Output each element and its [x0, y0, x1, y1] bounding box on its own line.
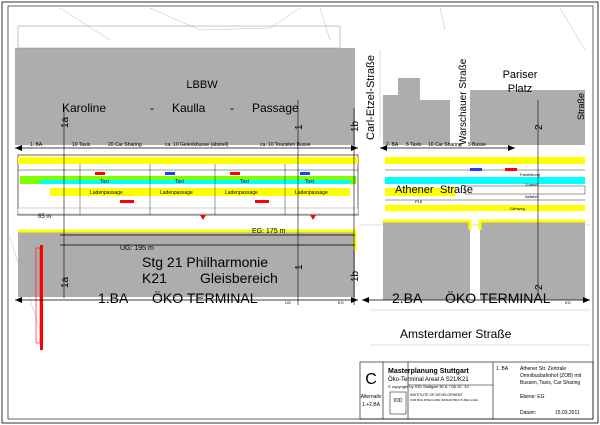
dim-taxis: 10 Taxis [72, 142, 91, 148]
red-access-line [40, 245, 43, 350]
bus-marker [165, 172, 175, 175]
section-1b-bottom: 1b [350, 270, 361, 282]
gehweg-strip [385, 205, 585, 211]
title-block-desc1: Athener Str. Zentrale [520, 366, 567, 372]
street-right: Straße [576, 92, 586, 120]
bus-marker [230, 172, 240, 175]
bus-marker [470, 168, 482, 171]
bus-marker [95, 172, 105, 175]
dash-label: - [230, 101, 234, 115]
label-abfahrt: Abfahrt [525, 194, 538, 199]
platform-taxi: Taxi [305, 179, 314, 185]
title-block-desc3: Bussen, Taxis, Car Sharing [520, 380, 581, 386]
dim-2ba: 2. BA [386, 142, 399, 148]
section-1b-top: 1b [350, 120, 361, 132]
dim-eg-small-2: EG [565, 300, 571, 305]
title-block-desc2: Omnibusbahnhof (ZOB) mit [520, 373, 582, 379]
title-block-subtitle: Öko-Terminal Areal A S21/K21 [388, 377, 469, 383]
lower-lane [18, 208, 358, 214]
platform-taxi: Taxi [240, 179, 249, 185]
platform-taxi: Taxi [100, 179, 109, 185]
section-2-bottom: 2 [534, 284, 545, 290]
terminal-line2: K21 [142, 270, 167, 286]
section-1-bottom: 1 [294, 264, 305, 270]
dim-gelenk: ca. 10 Gelenkbusse (abstell) [165, 142, 229, 148]
building-south-mid [383, 220, 470, 300]
building-south-right [480, 220, 585, 300]
cyan-platform-right [385, 177, 585, 184]
platform-p18: P18 [415, 199, 423, 204]
title-block-alternativ: Alternativ [360, 394, 382, 400]
platform-taxi: Taxi [175, 179, 184, 185]
section-2-top: 2 [534, 124, 545, 130]
title-block-ba: 1. BA [496, 366, 509, 372]
bus-lane-top [18, 157, 358, 164]
institute-line2: FOR BUILDINGS AND INFRASTRUCTURE GmbH [410, 398, 479, 402]
pariser-label: Pariser [502, 69, 538, 81]
title-block-title: Masterplanung Stuttgart [388, 368, 469, 375]
label-zufahrt: Zufahrt [525, 182, 538, 187]
terminal-oko-1: ÖKO TERMINAL [152, 290, 258, 306]
title-block-copyright: © copyright by IOD Stuttgart 30.6. / 06.10. '10 [388, 384, 469, 389]
street-warschauer: Warschauer Straße [458, 58, 469, 145]
bus-marker [255, 200, 269, 203]
title-block-datum: 15.03.2011 [555, 410, 580, 416]
dim-eg: EG: 175 m [252, 228, 286, 235]
dim-right-taxis: 5 Taxis [406, 142, 422, 148]
dim-right-carsharing: 16 Car Sharing [428, 142, 462, 148]
label-gehweg: Gehweg [510, 206, 525, 211]
terminal-line1: Stg 21 Philharmonie [142, 254, 269, 270]
dim-ug-small: UG [285, 300, 291, 305]
dim-carsharing: 20 Car Sharing [108, 142, 142, 148]
bus-marker [300, 172, 310, 175]
cyan-platform [40, 180, 350, 184]
bus-marker [120, 200, 134, 203]
label-fahrleitung: Fahrleitung [520, 172, 541, 177]
terminal-line3: Gleisbereich [200, 270, 278, 286]
dash-label: - [150, 101, 154, 115]
terminal-2ba: 2.BA [392, 290, 423, 306]
platform-ladenpassage: Ladenpassage [295, 190, 328, 196]
section-1a-bottom: 1a [60, 276, 71, 288]
terminal-oko-2: ÖKO TERMINAL [445, 290, 551, 306]
dim-eg-small: EG [338, 300, 344, 305]
passage-label: Passage [252, 101, 299, 115]
platz-label: Platz [507, 83, 533, 95]
kaulla-label: Kaulla [172, 101, 206, 115]
institute-line1: INSTITUTE OF DEVELOPMENT [410, 393, 463, 397]
title-block-alt-value: 1.+2.BA [362, 402, 380, 408]
building-lbbw-label: LBBW [186, 79, 218, 91]
title-block-ebene: Ebene: EG [520, 394, 545, 400]
bus-marker [505, 168, 517, 171]
dim-touristen: ca. 10 Touristen Busse [260, 142, 311, 148]
dim-65m: 65 m [38, 214, 52, 220]
karoline-label: Karoline [62, 101, 107, 115]
section-1a-top: 1a [60, 116, 71, 128]
street-athener-2: Straße [440, 184, 474, 196]
dim-1ba: 1. BA [30, 142, 43, 148]
building-pariser-platz [470, 90, 585, 145]
dim-right-busse: 5 Busse [468, 142, 487, 148]
street-amsterdamer: Amsterdamer Straße [400, 327, 512, 341]
street-carl-etzel: Carl-Etzel-Straße [365, 55, 377, 140]
bus-lane-top-right [385, 157, 585, 164]
platform-ladenpassage: Ladenpassage [90, 190, 123, 196]
terminal-1ba: 1.BA [98, 290, 129, 306]
title-block-datum-label: Datum: [520, 410, 537, 416]
dim-ug: UG: 195 m [120, 245, 154, 252]
iod-logo-text: IOD [393, 398, 403, 404]
section-1-top: 1 [294, 124, 305, 130]
street-athener: Athener [395, 184, 434, 196]
fahrleitung-lanes [465, 186, 585, 194]
platform-ladenpassage: Ladenpassage [160, 190, 193, 196]
title-block-letter: C [365, 371, 377, 388]
platform-ladenpassage: Ladenpassage [225, 190, 258, 196]
